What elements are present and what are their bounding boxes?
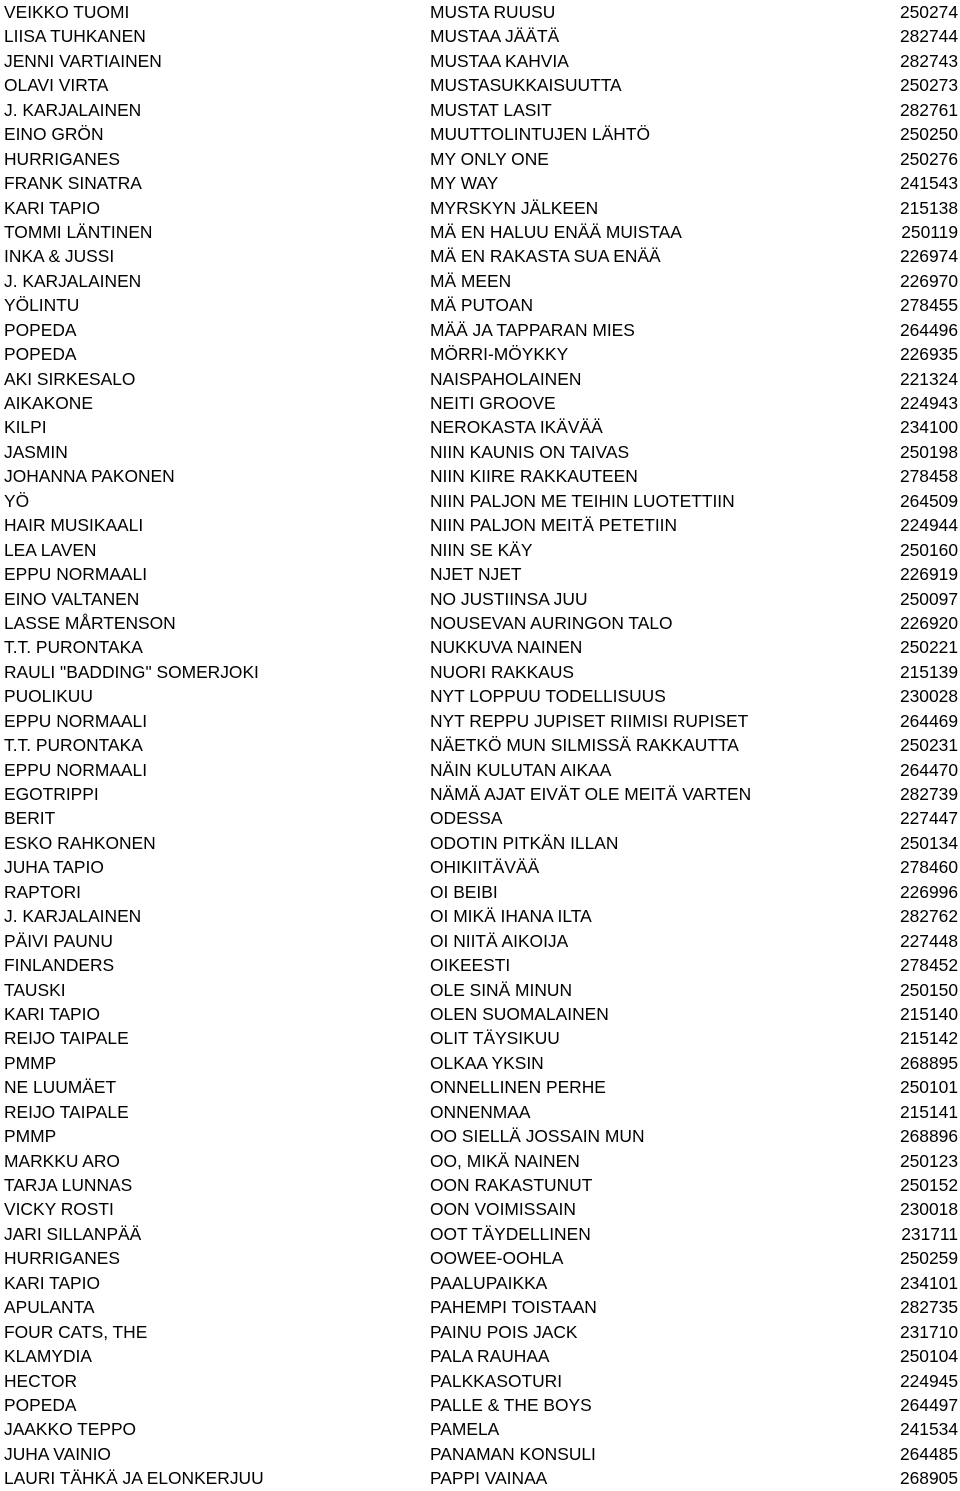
song-code: 282762 [899,906,958,927]
artist-name: YÖLINTU [4,295,80,316]
song-code: 224944 [899,515,958,536]
artist-name: BERIT [4,808,56,829]
song-row [0,244,960,268]
artist-name: POPEDA [4,344,77,365]
song-row [0,587,960,611]
artist-name: FOUR CATS, THE [4,1321,148,1342]
song-title: NEROKASTA IKÄVÄÄ [430,417,603,438]
artist-name: T.T. PURONTAKA [4,637,143,658]
song-row [0,367,960,391]
artist-name: T.T. PURONTAKA [4,735,143,756]
song-code: 250134 [899,832,958,853]
song-row [0,758,960,782]
song-title: MYRSKYN JÄLKEEN [430,197,599,218]
artist-name: AKI SIRKESALO [4,368,136,389]
song-row [0,635,960,659]
song-title: NO JUSTIINSA JUU [430,588,588,609]
song-title: ODESSA [430,808,503,829]
song-code: 250274 [899,2,958,22]
song-title: MUUTTOLINTUJEN LÄHTÖ [430,124,650,145]
song-row [0,1124,960,1148]
artist-name: RAULI "BADDING" SOMERJOKI [4,661,259,682]
artist-name: NE LUUMÄET [4,1077,117,1098]
song-code: 227447 [899,808,958,829]
song-code: 264469 [899,710,958,731]
song-code: 241543 [899,173,958,194]
song-code: 226919 [899,564,958,585]
song-row [0,1344,960,1368]
song-code: 234101 [899,1272,958,1293]
song-title: PAHEMPI TOISTAAN [430,1297,597,1318]
song-row [0,562,960,586]
song-title: PAINU POIS JACK [430,1321,578,1342]
song-row [0,1295,960,1319]
song-row [0,1149,960,1173]
song-row [0,855,960,879]
artist-name: TOMMI LÄNTINEN [4,221,153,242]
song-code: 250101 [899,1077,958,1098]
song-code: 250198 [899,441,958,462]
song-title: PAALUPAIKKA [430,1272,548,1293]
song-title: OOT TÄYDELLINEN [430,1223,591,1244]
artist-name: EGOTRIPPI [4,784,99,804]
artist-name: PMMP [4,1126,57,1147]
song-row [0,1197,960,1221]
song-title: MUSTASUKKAISUUTTA [430,75,622,96]
song-row [0,489,960,513]
song-row [0,1075,960,1099]
song-title: ONNENMAA [430,1101,531,1122]
song-title: OI NIITÄ AIKOIJA [430,930,569,951]
song-title: MÖRRI-MÖYKKY [430,344,569,365]
song-code: 230028 [899,686,958,707]
song-title: PALLE & THE BOYS [430,1394,592,1415]
song-code: 215138 [899,197,958,218]
song-code: 278460 [899,857,958,878]
song-row [0,1026,960,1050]
song-code: 226935 [899,344,958,365]
artist-name: HECTOR [4,1370,78,1391]
song-code: 250250 [899,124,958,145]
song-title: OON VOIMISSAIN [430,1199,576,1220]
artist-name: REIJO TAIPALE [4,1101,129,1122]
song-row [0,1369,960,1393]
song-code: 234100 [899,417,958,438]
artist-name: YÖ [4,490,30,511]
song-code: 264497 [899,1394,958,1415]
song-code: 278455 [899,295,958,316]
song-row [0,880,960,904]
song-title: NOUSEVAN AURINGON TALO [430,612,673,633]
song-row [0,611,960,635]
artist-name: JENNI VARTIAINEN [4,50,162,71]
song-row [0,73,960,97]
song-row [0,0,960,24]
song-title: NUKKUVA NAINEN [430,637,583,658]
song-row [0,1002,960,1026]
artist-name: KILPI [4,417,47,438]
song-row [0,220,960,244]
artist-name: MARKKU ARO [4,1150,120,1171]
song-title: NÄIN KULUTAN AIKAA [430,759,612,780]
song-title: OOWEE-OOHLA [430,1248,564,1269]
song-row [0,733,960,757]
song-row [0,904,960,928]
song-title: NYT LOPPUU TODELLISUUS [430,686,666,707]
song-code: 250231 [899,735,958,756]
song-row [0,660,960,684]
artist-name: PUOLIKUU [4,686,93,707]
song-code: 215141 [899,1101,958,1122]
song-code: 282761 [899,99,958,120]
song-row [0,1100,960,1124]
song-code: 250221 [899,637,958,658]
song-code: 250104 [899,1346,958,1367]
song-code: 282739 [899,784,958,804]
song-row [0,49,960,73]
artist-name: EPPU NORMAALI [4,759,148,780]
song-title: MÄ MEEN [430,270,512,291]
song-title: ODOTIN PITKÄN ILLAN [430,832,619,853]
artist-name: JUHA TAPIO [4,857,104,878]
song-row [0,513,960,537]
song-code: 250097 [899,588,958,609]
song-title: NÄMÄ AJAT EIVÄT OLE MEITÄ VARTEN [430,784,752,804]
song-row [0,269,960,293]
song-code: 215139 [899,661,958,682]
song-title: PAMELA [430,1419,500,1440]
artist-name: JUHA VAINIO [4,1443,111,1464]
artist-name: PMMP [4,1052,57,1073]
artist-name: EPPU NORMAALI [4,710,148,731]
song-row [0,929,960,953]
song-row [0,318,960,342]
song-code: 278458 [899,466,958,487]
song-title: OLKAA YKSIN [430,1052,544,1073]
artist-name: ESKO RAHKONEN [4,832,156,853]
song-code: 250150 [899,979,958,1000]
song-title: MUSTAT LASIT [430,99,552,120]
artist-name: LEA LAVEN [4,539,97,560]
song-code: 250123 [899,1150,958,1171]
artist-name: HURRIGANES [4,148,120,169]
song-code: 250276 [899,148,958,169]
song-title: OHIKIITÄVÄÄ [430,857,540,878]
song-row [0,1417,960,1441]
song-code: 230018 [899,1199,958,1220]
artist-name: J. KARJALAINEN [4,906,142,927]
artist-name: JAAKKO TEPPO [4,1419,137,1440]
artist-name: KARI TAPIO [4,1272,100,1293]
song-row [0,1222,960,1246]
song-title: NÄETKÖ MUN SILMISSÄ RAKKAUTTA [430,735,739,756]
song-title: PAPPI VAINAA [430,1468,548,1489]
song-title: OLEN SUOMALAINEN [430,1003,609,1024]
song-row [0,806,960,830]
song-code: 227448 [899,930,958,951]
artist-name: J. KARJALAINEN [4,99,142,120]
song-code: 224943 [899,393,958,413]
song-title: OI MIKÄ IHANA ILTA [430,906,592,927]
song-row [0,709,960,733]
song-row [0,782,960,806]
song-code: 250273 [899,75,958,96]
artist-name: EPPU NORMAALI [4,564,148,585]
artist-name: AIKAKONE [4,393,93,413]
song-row [0,538,960,562]
artist-name: JASMIN [4,441,68,462]
song-code: 226996 [899,881,958,902]
song-row [0,464,960,488]
song-row [0,1051,960,1075]
artist-name: HAIR MUSIKAALI [4,515,144,536]
song-row [0,684,960,708]
song-row [0,1320,960,1344]
artist-name: APULANTA [4,1297,95,1318]
song-title: NIIN KIIRE RAKKAUTEEN [430,466,638,487]
artist-name: VEIKKO TUOMI [4,2,130,22]
song-code: 224945 [899,1370,958,1391]
artist-name: INKA & JUSSI [4,246,115,267]
song-code: 282735 [899,1297,958,1318]
song-code: 250259 [899,1248,958,1269]
artist-name: EINO VALTANEN [4,588,140,609]
song-row [0,147,960,171]
song-title: OO, MIKÄ NAINEN [430,1150,580,1171]
song-title: NEITI GROOVE [430,393,556,413]
song-title: MUSTAA KAHVIA [430,50,569,71]
song-row [0,1442,960,1466]
song-code: 250152 [899,1175,958,1195]
song-row [0,122,960,146]
song-row [0,293,960,317]
song-code: 215140 [899,1003,958,1024]
artist-name: TAUSKI [4,979,66,1000]
artist-name: POPEDA [4,1394,77,1415]
artist-name: KARI TAPIO [4,1003,100,1024]
artist-name: PÄIVI PAUNU [4,930,113,951]
artist-name: LAURI TÄHKÄ JA ELONKERJUU [4,1468,264,1489]
artist-name: OLAVI VIRTA [4,75,109,96]
song-row [0,98,960,122]
song-row [0,1271,960,1295]
song-title: OI BEIBI [430,881,498,902]
artist-name: LASSE MÅRTENSON [4,612,176,633]
song-title: NYT REPPU JUPISET RIIMISI RUPISET [430,710,749,731]
artist-name: VICKY ROSTI [4,1199,114,1220]
song-code: 264485 [899,1443,958,1464]
artist-name: FINLANDERS [4,955,115,976]
artist-name: KLAMYDIA [4,1346,92,1367]
song-title: MUSTA RUUSU [430,2,556,22]
song-row [0,978,960,1002]
song-title: NIIN KAUNIS ON TAIVAS [430,441,630,462]
song-row [0,1466,960,1490]
song-title: OO SIELLÄ JOSSAIN MUN [430,1126,645,1147]
artist-name: FRANK SINATRA [4,173,142,194]
song-code: 241534 [899,1419,958,1440]
song-title: MY ONLY ONE [430,148,549,169]
song-code: 231710 [899,1321,958,1342]
song-row [0,953,960,977]
artist-name: LIISA TUHKANEN [4,26,146,47]
song-title: MY WAY [430,173,499,194]
song-title: OLE SINÄ MINUN [430,979,573,1000]
song-code: 264496 [899,319,958,340]
song-code: 268895 [899,1052,958,1073]
song-row [0,440,960,464]
song-title: NIIN PALJON MEITÄ PETETIIN [430,515,678,536]
song-row [0,1246,960,1270]
song-row [0,831,960,855]
artist-name: RAPTORI [4,881,81,902]
song-title: PALA RAUHAA [430,1346,550,1367]
song-row [0,391,960,415]
song-title: NIIN SE KÄY [430,539,533,560]
song-code: 250119 [901,221,958,242]
song-title: NIIN PALJON ME TEIHIN LUOTETTIIN [430,490,735,511]
artist-name: POPEDA [4,319,77,340]
song-row [0,196,960,220]
song-title: OLIT TÄYSIKUU [430,1028,560,1049]
artist-name: REIJO TAIPALE [4,1028,129,1049]
song-row [0,1393,960,1417]
artist-name: TARJA LUNNAS [4,1175,133,1195]
song-title: MÄ PUTOAN [430,295,534,316]
artist-name: J. KARJALAINEN [4,270,142,291]
song-title: MÄ EN HALUU ENÄÄ MUISTAA [430,221,682,242]
song-code: 268905 [899,1468,958,1489]
song-row [0,24,960,48]
song-title: OIKEESTI [430,955,511,976]
song-code: 250160 [899,539,958,560]
song-title: ONNELLINEN PERHE [430,1077,606,1098]
song-title: OON RAKASTUNUT [430,1175,593,1195]
song-code: 268896 [899,1126,958,1147]
artist-name: HURRIGANES [4,1248,120,1269]
song-title: PALKKASOTURI [430,1370,563,1391]
song-code: 221324 [899,368,958,389]
song-title: NAISPAHOLAINEN [430,368,582,389]
song-title: NUORI RAKKAUS [430,661,574,682]
song-title: PANAMAN KONSULI [430,1443,596,1464]
song-title: MUSTAA JÄÄTÄ [430,26,560,47]
song-code: 264509 [899,490,958,511]
song-code: 282744 [899,26,958,47]
song-code: 231711 [901,1223,958,1244]
song-row [0,415,960,439]
song-code: 226974 [899,246,958,267]
song-code: 278452 [899,955,958,976]
song-code: 226970 [899,270,958,291]
artist-name: KARI TAPIO [4,197,100,218]
artist-name: JOHANNA PAKONEN [4,466,175,487]
song-title: MÄÄ JA TAPPARAN MIES [430,319,635,340]
song-title: MÄ EN RAKASTA SUA ENÄÄ [430,246,661,267]
song-row [0,1173,960,1197]
artist-name: JARI SILLANPÄÄ [4,1223,142,1244]
song-row [0,171,960,195]
song-title: NJET NJET [430,564,522,585]
song-code: 215142 [899,1028,958,1049]
song-row [0,342,960,366]
artist-name: EINO GRÖN [4,124,104,145]
song-code: 226920 [899,612,958,633]
song-code: 264470 [899,759,958,780]
song-code: 282743 [899,50,958,71]
